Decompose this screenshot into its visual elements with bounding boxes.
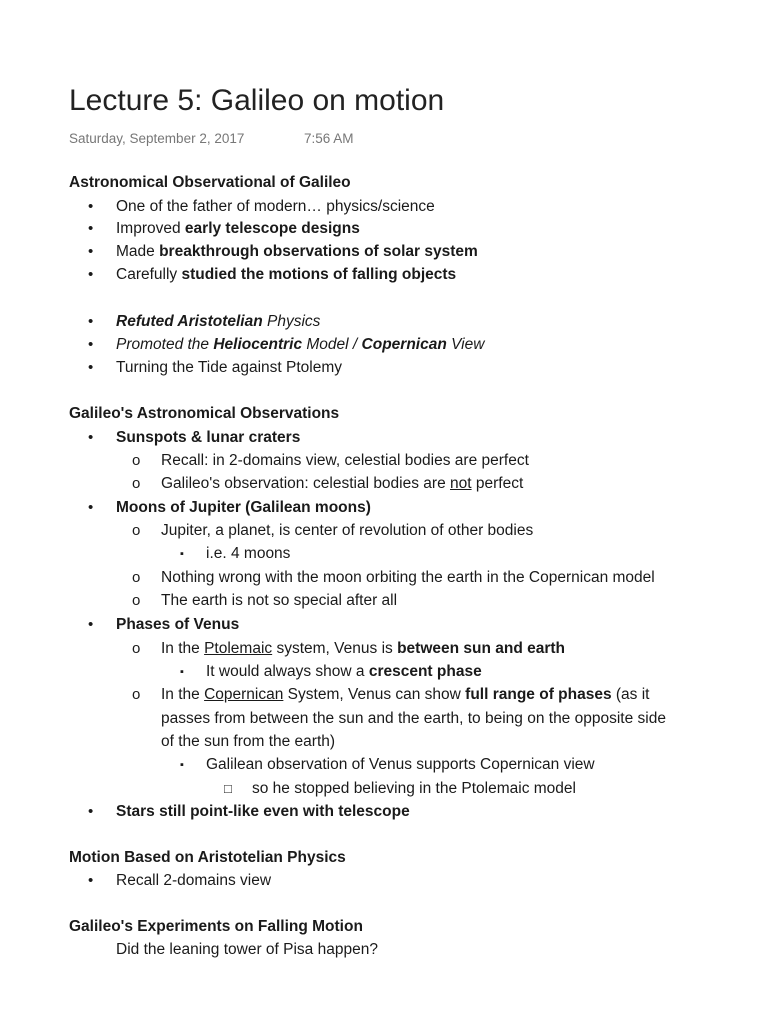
bullet-disc: • [88,872,94,889]
bullet-disc: • [88,429,94,446]
bullet-circle: o [132,452,141,469]
clipped-list-item: Did the leaning tower of Pisa happen? [116,941,378,958]
bullet-disc: • [88,359,94,376]
section-heading: Astronomical Observational of Galileo [69,174,351,191]
list-item: Jupiter, a planet, is center of revolution of other bodies [161,522,534,539]
list-item-continuation: passes from between the sun and the earth, to being on the opposite side [161,710,666,727]
list-item: Improved early telescope designs [116,220,360,237]
section-heading: Galileo's Experiments on Falling Motion [69,918,363,935]
list-item: Turning the Tide against Ptolemy [116,359,343,376]
list-item: i.e. 4 moons [206,545,291,562]
bullet-box: □ [224,781,232,796]
bullet-circle: o [132,522,141,539]
list-item: One of the father of modern… physics/science [116,198,435,215]
list-item: In the Copernican System, Venus can show full range of phases (as it [161,686,650,703]
list-item: Moons of Jupiter (Galilean moons) [116,499,371,516]
list-item-continuation: of the sun from the earth) [161,733,336,750]
list-item: Recall: in 2-domains view, celestial bodies are perfect [161,452,529,469]
bullet-disc: • [88,616,94,633]
bullet-square: ▪ [180,759,184,771]
list-item: Recall 2-domains view [116,872,272,889]
list-item: Galileo's observation: celestial bodies are not perfect [161,475,524,492]
bullet-circle: o [132,569,141,586]
bullet-circle: o [132,686,141,703]
list-item: Phases of Venus [116,616,240,633]
bullet-disc: • [88,243,94,260]
list-item: so he stopped believing in the Ptolemaic model [252,780,576,797]
list-item: Carefully studied the motions of falling objects [116,266,457,283]
page-date: Saturday, September 2, 2017 [69,131,245,146]
bullet-square: ▪ [180,666,184,678]
list-item: It would always show a crescent phase [206,663,482,680]
list-item: Galilean observation of Venus supports Copernican view [206,756,595,773]
list-item: The earth is not so special after all [161,592,398,609]
bullet-disc: • [88,198,94,215]
bullet-disc: • [88,266,94,283]
list-item: Made breakthrough observations of solar system [116,243,478,260]
list-item: Refuted Aristotelian Physics [116,313,321,330]
list-item: Promoted the Heliocentric Model / Copernican View [116,336,485,353]
bullet-circle: o [132,475,141,492]
section-heading: Motion Based on Aristotelian Physics [69,849,346,866]
bullet-disc: • [88,803,94,820]
list-item: Stars still point-like even with telescope [116,803,410,820]
list-item: Nothing wrong with the moon orbiting the earth in the Copernican model [161,569,655,586]
page-time: 7:56 AM [304,131,354,146]
bullet-square: ▪ [180,548,184,560]
bullet-disc: • [88,499,94,516]
bullet-disc: • [88,313,94,330]
page-title: Lecture 5: Galileo on motion [69,84,445,117]
page-timestamp [69,131,354,146]
list-item: In the Ptolemaic system, Venus is between sun and earth [161,640,566,657]
bullet-disc: • [88,336,94,353]
list-item: Sunspots & lunar craters [116,429,301,446]
bullet-disc: • [88,220,94,237]
bullet-circle: o [132,640,141,657]
bullet-circle: o [132,592,141,609]
section-heading: Galileo's Astronomical Observations [69,405,340,422]
